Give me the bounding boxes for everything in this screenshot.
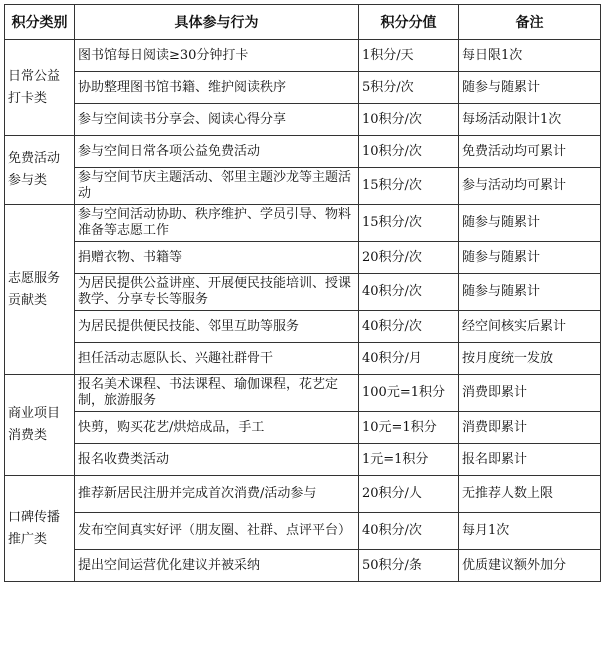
table-row	[5, 550, 601, 582]
behavior-cell: 报名美术课程、书法课程、瑜伽课程，花艺定制，旅游服务	[75, 375, 359, 412]
table-row	[5, 274, 601, 311]
table-row	[5, 242, 601, 274]
behavior-cell: 提出空间运营优化建议并被采纳	[75, 550, 359, 582]
points-cell: 10积分/次	[359, 104, 459, 136]
behavior-cell: 参与空间读书分享会、阅读心得分享	[75, 104, 359, 136]
points-cell: 15积分/次	[359, 205, 459, 242]
points-rules-table	[4, 4, 601, 582]
table-row	[5, 343, 601, 375]
points-cell: 40积分/次	[359, 274, 459, 311]
category-cell: 免费活动参与类	[5, 136, 75, 205]
table-row	[5, 205, 601, 242]
header-behavior: 具体参与行为	[75, 5, 359, 40]
behavior-cell: 捐赠衣物、书籍等	[75, 242, 359, 274]
header-remark: 备注	[459, 5, 601, 40]
category-cell: 口碑传播推广类	[5, 476, 75, 582]
table-row	[5, 412, 601, 444]
category-cell: 日常公益打卡类	[5, 40, 75, 136]
points-cell: 20积分/次	[359, 242, 459, 274]
table-row	[5, 168, 601, 205]
remark-cell: 无推荐人数上限	[459, 476, 601, 513]
remark-cell: 经空间核实后累计	[459, 311, 601, 343]
category-cell: 志愿服务贡献类	[5, 205, 75, 375]
table-row	[5, 375, 601, 412]
behavior-cell: 为居民提供公益讲座、开展便民技能培训、授课教学、分享专长等服务	[75, 274, 359, 311]
behavior-cell: 参与空间日常各项公益免费活动	[75, 136, 359, 168]
points-cell: 20积分/人	[359, 476, 459, 513]
header-points: 积分分值	[359, 5, 459, 40]
points-cell: 40积分/月	[359, 343, 459, 375]
table-row	[5, 40, 601, 72]
points-cell: 10元=1积分	[359, 412, 459, 444]
behavior-cell: 参与空间活动协助、秩序维护、学员引导、物料准备等志愿工作	[75, 205, 359, 242]
points-cell: 15积分/次	[359, 168, 459, 205]
remark-cell: 优质建议额外加分	[459, 550, 601, 582]
behavior-cell: 担任活动志愿队长、兴趣社群骨干	[75, 343, 359, 375]
points-cell: 5积分/次	[359, 72, 459, 104]
remark-cell: 报名即累计	[459, 444, 601, 476]
table-row	[5, 136, 601, 168]
table-row	[5, 104, 601, 136]
behavior-cell: 推荐新居民注册并完成首次消费/活动参与	[75, 476, 359, 513]
points-cell: 1积分/天	[359, 40, 459, 72]
category-cell: 商业项目消费类	[5, 375, 75, 476]
points-cell: 50积分/条	[359, 550, 459, 582]
remark-cell: 参与活动均可累计	[459, 168, 601, 205]
behavior-cell: 报名收费类活动	[75, 444, 359, 476]
points-cell: 1元=1积分	[359, 444, 459, 476]
behavior-cell: 参与空间节庆主题活动、邻里主题沙龙等主题活动	[75, 168, 359, 205]
behavior-cell: 为居民提供便民技能、邻里互助等服务	[75, 311, 359, 343]
remark-cell: 每日限1次	[459, 40, 601, 72]
points-cell: 40积分/次	[359, 311, 459, 343]
table-row	[5, 72, 601, 104]
remark-cell: 随参与随累计	[459, 205, 601, 242]
remark-cell: 随参与随累计	[459, 242, 601, 274]
points-cell: 10积分/次	[359, 136, 459, 168]
behavior-cell: 协助整理图书馆书籍、维护阅读秩序	[75, 72, 359, 104]
remark-cell: 随参与随累计	[459, 72, 601, 104]
behavior-cell: 图书馆每日阅读≥30分钟打卡	[75, 40, 359, 72]
remark-cell: 每月1次	[459, 513, 601, 550]
table-row	[5, 513, 601, 550]
remark-cell: 消费即累计	[459, 412, 601, 444]
table-header-row	[5, 5, 601, 40]
behavior-cell: 发布空间真实好评（朋友圈、社群、点评平台）	[75, 513, 359, 550]
points-cell: 100元=1积分	[359, 375, 459, 412]
remark-cell: 免费活动均可累计	[459, 136, 601, 168]
behavior-cell: 快剪，购买花艺/烘焙成品，手工	[75, 412, 359, 444]
table-row	[5, 444, 601, 476]
remark-cell: 随参与随累计	[459, 274, 601, 311]
header-category: 积分类别	[5, 5, 75, 40]
points-cell: 40积分/次	[359, 513, 459, 550]
remark-cell: 消费即累计	[459, 375, 601, 412]
table-row	[5, 476, 601, 513]
remark-cell: 按月度统一发放	[459, 343, 601, 375]
table-row	[5, 311, 601, 343]
remark-cell: 每场活动限计1次	[459, 104, 601, 136]
